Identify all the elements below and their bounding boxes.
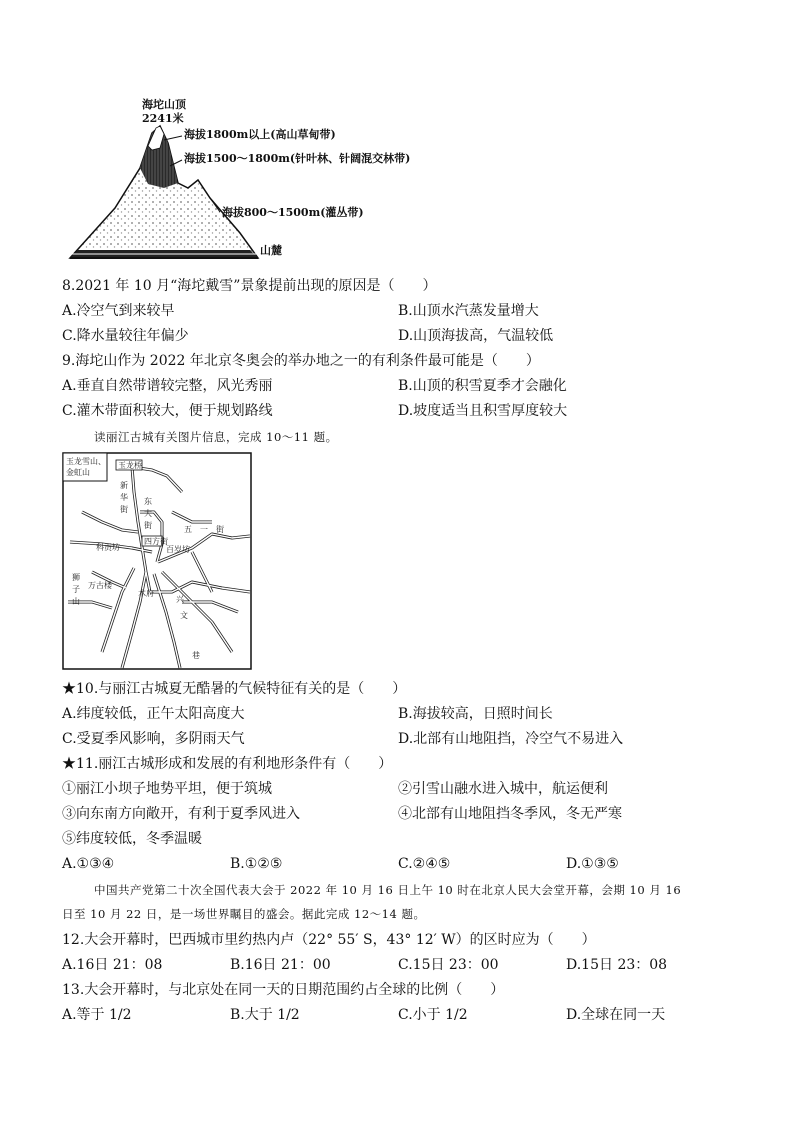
q11-option-b: B.①②⑤ — [230, 856, 283, 872]
q11-statement-5: ⑤纬度较低，冬季温暖 — [62, 831, 202, 847]
zone-2-label: 海拔1500～1800m(针叶林、针阔混交林带) — [184, 152, 411, 165]
map-label-xinhua-3: 街 — [120, 505, 128, 514]
q11-statement-3: ③向东南方向敞开，有利于夏季风进入 — [62, 806, 300, 822]
q12-option-a: A.16日 21：08 — [62, 957, 163, 973]
q9-option-a: A.垂直自然带谱较完整，风光秀丽 — [62, 378, 273, 394]
map-label-mufu: 木府 — [138, 589, 154, 598]
map-label-sifang: 四方街 — [144, 537, 168, 546]
q8-option-d: D.山顶海拔高，气温较低 — [398, 328, 554, 344]
map-label-xinhua-2: 华 — [120, 493, 128, 502]
congress-intro-line-1: 中国共产党第二十次全国代表大会于 2022 年 10 月 16 日上午 10 时在北京人民大会堂开幕，会期 10 月 16 — [94, 883, 682, 897]
map-label-jie: 街 — [144, 521, 152, 530]
map-label-wangu: 万古楼 — [88, 581, 112, 590]
peak-name: 海坨山顶 — [142, 98, 186, 111]
lijiang-intro: 读丽江古城有关图片信息，完成 10～11 题。 — [94, 430, 338, 444]
map-label-kejia: 科贡坊 — [96, 543, 120, 552]
q13-option-b: B.大于 1/2 — [230, 1007, 300, 1023]
foot-label: 山麓 — [260, 244, 282, 257]
q10-option-d: D.北部有山地阻挡，冷空气不易进入 — [398, 731, 624, 747]
q10-stem: ★10.与丽江古城夏无酷暑的气候特征有关的是（ ） — [62, 681, 407, 697]
q12-option-c: C.15日 23：00 — [398, 957, 499, 973]
map-label-shi: 狮 — [72, 573, 80, 582]
q13-stem: 13.大会开幕时，与北京处在同一天的日期范围约占全球的比例（ ） — [62, 982, 505, 998]
map-label-zi: 子 — [72, 585, 80, 594]
q13-option-c: C.小于 1/2 — [398, 1007, 468, 1023]
q8-option-c: C.降水量较往年偏少 — [62, 328, 189, 344]
zone-1-label: 海拔1800m以上(高山草甸带) — [184, 128, 336, 141]
map-label-dong: 东 — [144, 497, 152, 506]
q8-option-a: A.冷空气到来较早 — [62, 303, 175, 319]
q9-stem: 9.海坨山作为 2022 年北京冬奥会的举办地之一的有利条件最可能是（ ） — [62, 353, 540, 369]
map-label-da: 大 — [144, 509, 152, 518]
map-label-xing: 兴 — [176, 595, 184, 604]
q11-statement-2: ②引雪山融水进入城中，航运便利 — [398, 781, 608, 797]
lijiang-map — [62, 452, 252, 670]
q9-option-b: B.山顶的积雪夏季才会融化 — [398, 378, 567, 394]
q11-stem: ★11.丽江古城形成和发展的有利地形条件有（ ） — [62, 756, 393, 772]
peak-elevation: 2241米 — [142, 112, 184, 125]
q10-option-b: B.海拔较高，日照时间长 — [398, 706, 553, 722]
zone-3-label: 海拔800～1500m(灌丛带) — [222, 206, 364, 219]
q9-option-c: C.灌木带面积较大，便于规划路线 — [62, 403, 273, 419]
q12-option-d: D.15日 23：08 — [566, 957, 668, 973]
q11-statement-1: ①丽江小坝子地势平坦，便于筑城 — [62, 781, 272, 797]
q10-option-a: A.纬度较低，正午太阳高度大 — [62, 706, 245, 722]
q13-option-a: A.等于 1/2 — [62, 1007, 132, 1023]
q8-option-b: B.山顶水汽蒸发量增大 — [398, 303, 539, 319]
q12-stem: 12.大会开幕时，巴西城市里约热内卢（22° 55′ S，43° 12′ W）的区时应为（ ） — [62, 932, 596, 948]
map-label-xiang: 巷 — [192, 651, 200, 660]
q11-statement-4: ④北部有山地阻挡冬季风，冬无严寒 — [398, 806, 622, 822]
mountain-zonation-figure — [60, 88, 460, 268]
q9-option-d: D.坡度适当且积雪厚度较大 — [398, 403, 568, 419]
map-label-bailuo: 百岁坊 — [166, 545, 190, 554]
q13-option-d: D.全球在同一天 — [566, 1007, 666, 1023]
q12-option-b: B.16日 21：00 — [230, 957, 331, 973]
map-label-mountains-2: 金虹山 — [66, 468, 90, 477]
q8-stem: 8.2021 年 10 月“海坨戴雪”景象提前出现的原因是（ ） — [62, 278, 437, 294]
map-label-wuyi: 五 一 街 — [184, 525, 224, 534]
congress-intro-line-2: 日至 10 月 22 日，是一场世界瞩目的盛会。据此完成 12～14 题。 — [62, 907, 426, 921]
map-label-mountains-1: 玉龙雪山、 — [66, 457, 106, 466]
map-label-wen: 文 — [180, 611, 188, 620]
map-label-shan: 山 — [72, 597, 80, 606]
q11-option-c: C.②④⑤ — [398, 856, 451, 872]
map-label-yulongqiao: 玉龙桥 — [118, 461, 142, 470]
q11-option-a: A.①③④ — [62, 856, 115, 872]
map-label-xinhua-1: 新 — [120, 481, 128, 490]
q10-option-c: C.受夏季风影响，多阴雨天气 — [62, 731, 245, 747]
q11-option-d: D.①③⑤ — [566, 856, 619, 872]
